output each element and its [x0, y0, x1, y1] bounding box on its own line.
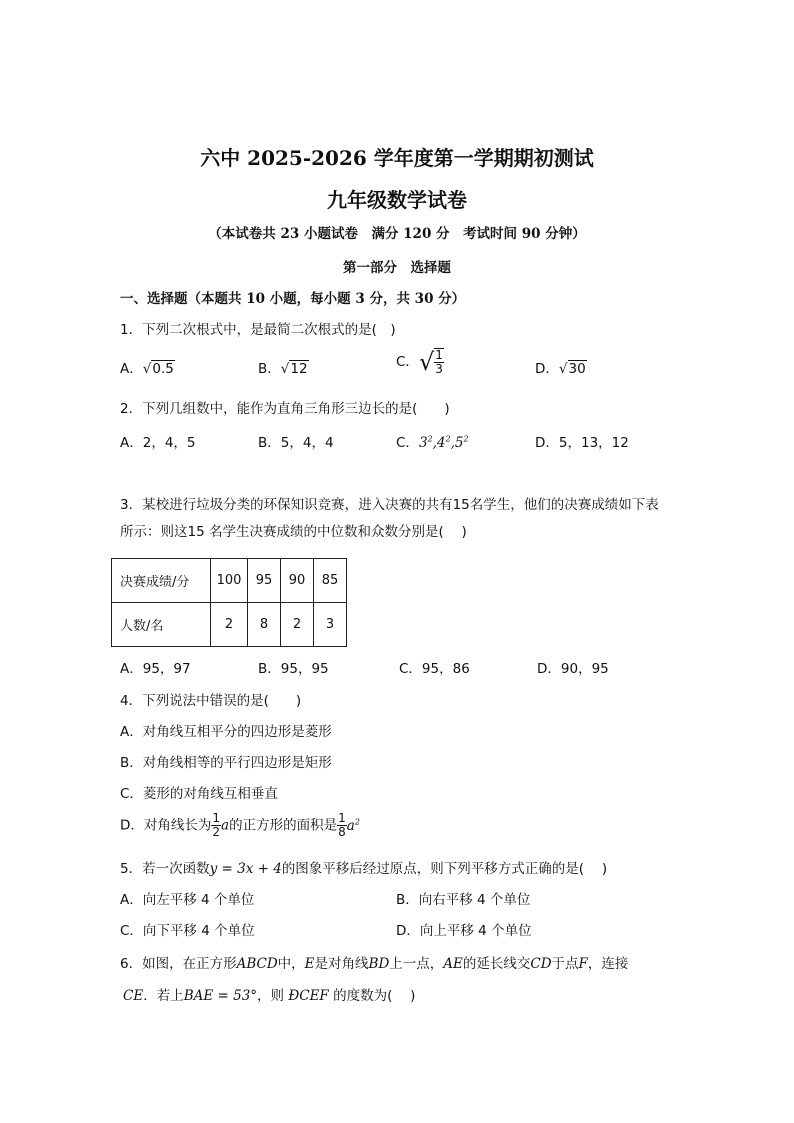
- question-2-stem: 2．下列几组数中，能作为直角三角形三边长的是( ): [120, 401, 450, 417]
- q4-option-c: C．菱形的对角线互相垂直: [120, 786, 278, 802]
- math-symbol: F: [578, 956, 588, 972]
- stem-text: 的延长线交: [462, 956, 531, 972]
- q2-option-d: D．5，13，12: [535, 435, 629, 451]
- table-row: [112, 559, 347, 603]
- question-3-stem-line1: 3．某校进行垃圾分类的环保知识竞赛，进入决赛的共有15名学生，他们的决赛成绩如下表: [120, 497, 659, 513]
- option-text: 的正方形的面积是: [229, 817, 338, 834]
- radicand: 0.5: [152, 361, 174, 377]
- stem-text: 的度数为( ): [328, 988, 416, 1004]
- option-label: A．: [120, 361, 143, 377]
- table-cell: 95: [248, 559, 281, 603]
- section-heading: 一、选择题（本题共 10 小题，每小题 3 分，共 30 分）: [120, 291, 466, 307]
- q1-option-a: [120, 357, 175, 377]
- q1-option-b: [258, 357, 309, 377]
- q4-option-d: D．对角线长为 $\frac{1}{2}$ a的正方形的面积是 $\frac{1}{8}$ $a^2$: [120, 811, 360, 839]
- table-cell: 8: [248, 603, 281, 647]
- table-cell: 人数/名: [112, 603, 211, 647]
- q5-option-b: B．向右平移 4 个单位: [396, 892, 531, 908]
- math-symbol: CD: [530, 956, 552, 972]
- q3-option-a: A．95，97: [120, 661, 191, 677]
- fraction-denominator: 3: [435, 362, 443, 376]
- question-6-stem-line2: [123, 984, 415, 1004]
- math-symbol: = 53°: [213, 988, 258, 1004]
- question-6-stem-line1: [120, 952, 628, 972]
- table-cell: 2: [211, 603, 248, 647]
- stem-text: 5．若一次函数: [120, 861, 210, 877]
- table-cell: 3: [314, 603, 347, 647]
- q3-option-c: C．95，86: [399, 661, 470, 677]
- stem-text: 的图象平移后经过原点，则下列平移方式正确的是( ): [281, 861, 608, 877]
- stem-text: 中，: [277, 956, 305, 972]
- q3-option-b: B．95，95: [258, 661, 329, 677]
- radicand: 12: [290, 361, 308, 377]
- exam-title: 六中 2025-2026 学年度第一学期期初测试: [200, 146, 594, 170]
- stem-text: ．若上: [143, 988, 184, 1004]
- stem-text: 是对角线: [314, 956, 369, 972]
- math-symbol: BAE: [183, 988, 214, 1004]
- math-symbol: ABCD: [236, 956, 278, 972]
- table-cell: 2: [281, 603, 314, 647]
- q5-option-a: A．向左平移 4 个单位: [120, 892, 255, 908]
- table-row: [112, 603, 347, 647]
- radical: √12: [280, 361, 308, 377]
- table-cell: 决赛成绩/分: [112, 559, 211, 603]
- radical: √ $\frac{1}{3}$: [418, 348, 443, 376]
- option-text: D．对角线长为: [120, 817, 212, 834]
- q4-option-b: B．对角线相等的平行四边形是矩形: [120, 755, 332, 771]
- stem-text: 6．如图，在正方形: [120, 956, 237, 972]
- option-label: D．: [535, 361, 559, 377]
- question-1-stem: 1．下列二次根式中，是最简二次根式的是( ): [120, 322, 396, 338]
- function-expression: y = 3x + 4: [209, 861, 282, 877]
- q2-option-c: C．$3^2,4^2,5^2$: [396, 434, 469, 451]
- option-label: B．: [258, 361, 281, 377]
- q2-option-b: B．5，4，4: [258, 435, 334, 451]
- table-cell: 85: [314, 559, 347, 603]
- stem-text: ，则: [257, 988, 289, 1004]
- exam-subtitle: 九年级数学试卷: [327, 188, 467, 212]
- option-label: C．: [396, 435, 419, 451]
- part-heading: 第一部分 选择题: [343, 260, 451, 276]
- fraction-numerator: 1: [435, 348, 443, 362]
- radical: √30: [558, 361, 586, 377]
- question-3-stem-line2: 所示：则这15 名学生决赛成绩的中位数和众数分别是( ): [120, 524, 467, 540]
- q2-option-a: A．2，4，5: [120, 435, 196, 451]
- radicand: 30: [568, 361, 586, 377]
- q1-option-c: [396, 348, 444, 376]
- q5-option-c: C．向下平移 4 个单位: [120, 923, 255, 939]
- question-4-stem: 4．下列说法中错误的是( ): [120, 693, 302, 709]
- stem-text: 上一点，: [389, 956, 444, 972]
- q3-option-d: D．90，95: [537, 661, 609, 677]
- math-symbol: ÐCEF: [288, 988, 329, 1004]
- table-cell: 90: [281, 559, 314, 603]
- math-symbol: CE: [123, 988, 144, 1004]
- question-5-stem: [120, 857, 607, 877]
- stem-text: 于点: [551, 956, 579, 972]
- exam-note: （本试卷共 23 小题试卷 满分 120 分 考试时间 90 分钟）: [208, 226, 586, 242]
- option-label: C．: [396, 354, 419, 370]
- q5-option-d: D．向上平移 4 个单位: [396, 923, 532, 939]
- math-symbol: E: [304, 956, 315, 972]
- stem-text: ，连接: [587, 956, 629, 972]
- math-symbol: AE: [443, 956, 463, 972]
- table-cell: 100: [211, 559, 248, 603]
- q4-option-a: A．对角线互相平分的四边形是菱形: [120, 724, 332, 740]
- math-symbol: BD: [368, 956, 390, 972]
- radical: √0.5: [142, 361, 174, 377]
- q1-option-d: [535, 357, 587, 377]
- score-table: [111, 558, 347, 647]
